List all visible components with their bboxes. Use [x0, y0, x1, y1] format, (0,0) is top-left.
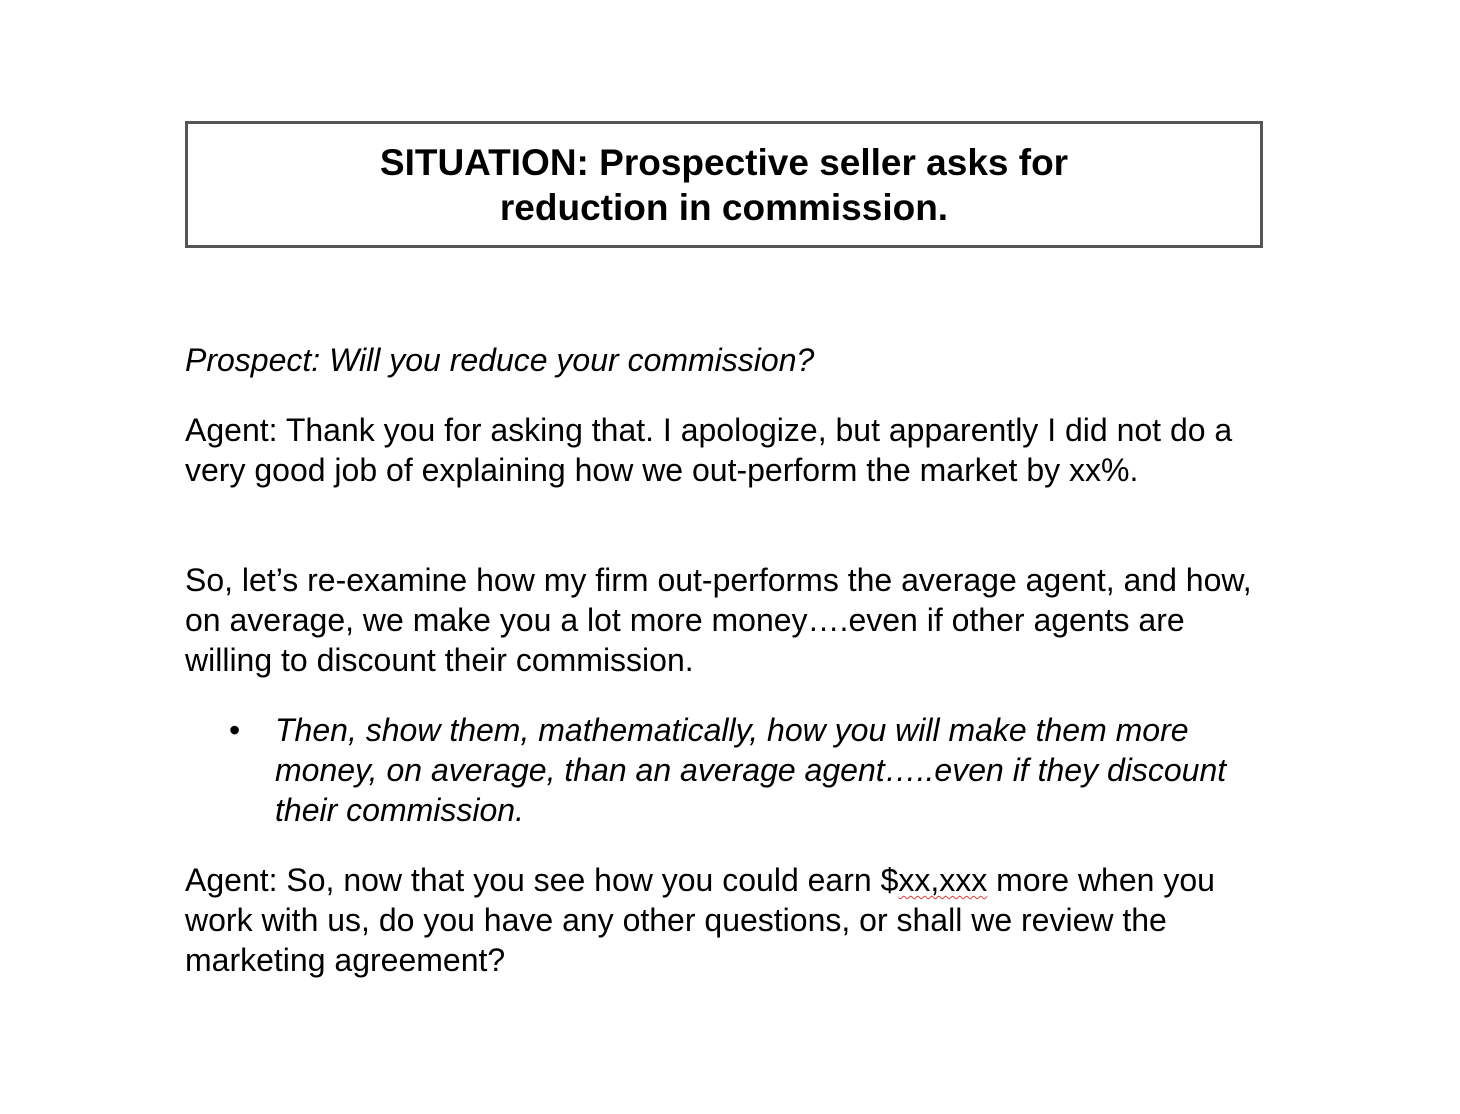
- agent-closing-text-start: Agent: So, now that you see how you could earn $: [185, 862, 899, 898]
- prospect-question: Prospect: Will you reduce your commission?: [185, 342, 815, 378]
- agent-response-paragraph: Agent: Thank you for asking that. I apologize, but apparently I did not do a very good job of explaining how we out-perform the market by xx%.: [185, 412, 1233, 488]
- reexamine-paragraph: So, let’s re-examine how my firm out-performs the average agent, and how, on average, we make you a lot more money….even if other agents are willing to discount their commission.: [185, 562, 1252, 678]
- bullet-icon: •: [229, 712, 241, 748]
- agent-closing-paragraph: [185, 860, 1265, 980]
- agent-closing-text-end: more when you work with us, do you have any other questions, or shall we review the marketing agreement?: [185, 862, 1215, 978]
- situation-title-box: [185, 121, 1263, 248]
- title-line-1: SITUATION: Prospective seller asks for: [379, 141, 1069, 183]
- title-line-2: reduction in commission.: [499, 186, 949, 228]
- spellcheck-flagged-amount: xx,xxx: [898, 862, 988, 898]
- bullet-text: Then, show them, mathematically, how you will make them more money, on average, than an average agent…..even if they discount their commission.: [275, 712, 1227, 828]
